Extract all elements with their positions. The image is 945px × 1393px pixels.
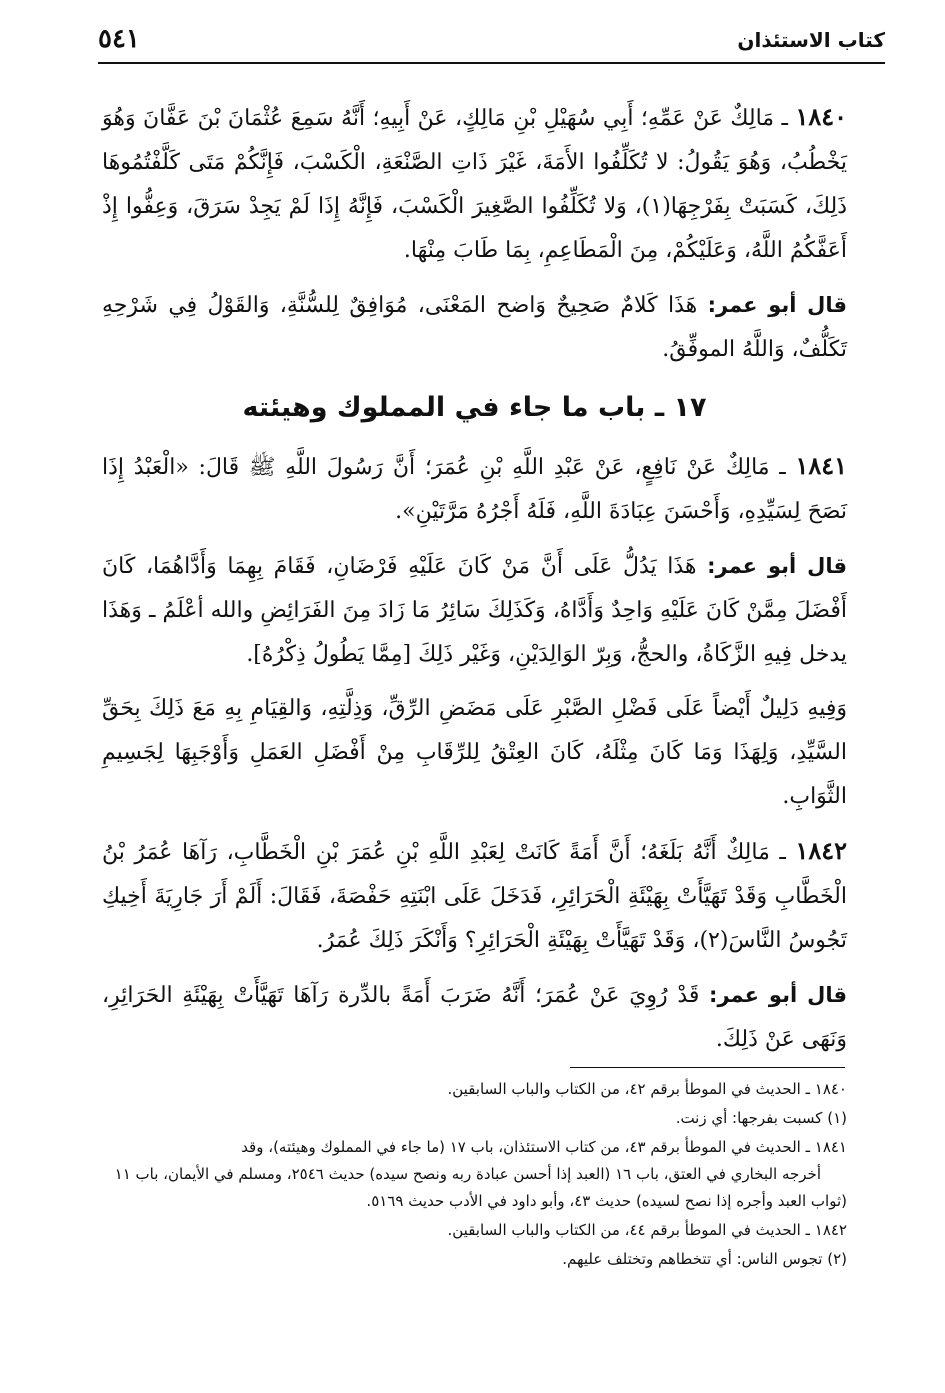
commentary-paragraph <box>102 544 847 677</box>
hadith-paragraph <box>102 444 847 534</box>
footnote <box>97 1134 847 1215</box>
footnotes <box>97 1076 847 1275</box>
plain-paragraph: وَفِيهِ دَلِيلٌ أَيْضاً عَلَى فَضْلِ الصَّبْرِ عَلَى مَضَضِ الرِّقِّ، وَذِلَّتِهِ، وَالقِيَامِ بِهِ مَعَ ذَلِكَ بِحَقِّ السَّيِّدِ، وَلِهَذَا وَمَا كَانَ مِثْلَهُ، كَانَ العِتْقُ لِلرِّقَابِ مِنْ أَفْضَلِ العَمَلِ وَأَوْجَبِهَا لِجَسِيمِ الثَّوَابِ. <box>102 696 847 809</box>
commentary-paragraph <box>102 283 847 372</box>
footnote: (٢) تجوس الناس: أي تتخطاهم وتختلف عليهم. <box>562 1250 847 1268</box>
footnote: ١٨٤٢ ـ الحديث في الموطأ برقم ٤٤، من الكتاب والباب السابقين. <box>447 1221 847 1239</box>
hadith-text: ـ مَالِكٌ أَنَّهُ بَلَغَهُ؛ أَنَّ أَمَةً كَانَتْ لِعَبْدِ اللَّهِ بْنِ عُمَرَ بْنِ الْخَطَّابِ، رَآهَا عُمَرُ بْنُ الْخَطَّابِ وَقَدْ تَهَيَّأَتْ بِهَيْئَةِ الْحَرَائِرِ، فَدَخَلَ عَلَى ابْنَتِهِ حَفْصَةَ، فَقَالَ: أَلَمْ أَرَ جَارِيَةَ أَخِيكِ تَجُوسُ النَّاسَ(٢)، وَقَدْ تَهَيَّأَتْ بِهَيْئَةِ الْحَرَائِرِ؟ وَأَنْكَرَ ذَلِكَ عُمَرُ. <box>102 840 847 953</box>
running-header <box>98 22 885 64</box>
hadith-number: ١٨٤٢ <box>795 836 847 865</box>
hadith-paragraph <box>102 95 847 273</box>
hadith-paragraph <box>102 829 847 963</box>
commentary-paragraph <box>102 973 847 1062</box>
hadith-text: ـ مَالِكٌ عَنْ نَافِعٍ، عَنْ عَبْدِ اللَّهِ بْنِ عُمَرَ؛ أَنَّ رَسُولَ اللَّهِ ﷺ قَالَ: «الْعَبْدُ إِذَا نَصَحَ لِسَيِّدِهِ، وَأَحْسَنَ عِبَادَةَ اللَّهِ، فَلَهُ أَجْرُهُ مَرَّتَيْنِ». <box>102 455 847 524</box>
chapter-heading: ١٧ ـ باب ما جاء في المملوك وهيئته <box>242 392 707 423</box>
commentary-label: قال أبو عمر: <box>709 983 847 1007</box>
footnote: ١٨٤٠ ـ الحديث في الموطأ برقم ٤٢، من الكتاب والباب السابقين. <box>447 1080 847 1098</box>
header-title: كتاب الاستئذان <box>737 28 885 52</box>
footnote-continuation: أخرجه البخاري في العتق، باب ١٦ (العبد إذا أحسن عبادة ربه ونصح سيده) حديث ٢٥٤٦، ومسلم في الأيمان، باب ١١ (ثواب العبد وأجره إذا نصح لسيده) حديث ٤٣، وأبو داود في الأدب حديث ٥١٦٩. <box>114 1165 847 1210</box>
hadith-number: ١٨٤٠ <box>795 102 847 131</box>
commentary-text: هَذَا كَلامٌ صَحِيحٌ وَاضح المَعْنَى، مُوَافِقٌ لِلسُّنَّةِ، وَالقَوْلُ فِي شَرْحِهِ تَكَلُّفٌ، وَاللَّهُ الموفِّقُ. <box>102 293 847 362</box>
footnote-divider <box>570 1067 845 1068</box>
main-text <box>102 95 847 1072</box>
footnote: (١) كسبت بفرجها: أي زنت. <box>675 1109 847 1127</box>
commentary-label: قال أبو عمر: <box>707 293 847 317</box>
page-number: ٥٤١ <box>98 24 140 54</box>
commentary-text: هَذَا يَدُلُّ عَلَى أَنَّ مَنْ كَانَ عَلَيْهِ فَرْضَانِ، فَقَامَ بِهِمَا وَأَدَّاهُمَا، كَانَ أَفْضَلَ مِمَّنْ كَانَ عَلَيْهِ وَاحِدٌ وَأَدَّاهُ، وَكَذَلِكَ سَائِرُ مَا زَادَ مِنَ الفَرَائِضِ والله أعْلَمُ ـ وَهَذَا يدخل فِيهِ الزَّكَاةُ، والحجُّ، وَبِرّ الوَالِدَيْنِ، وَغَيْر ذَلِكَ [مِمَّا يَطُولُ ذِكْرُهُ]. <box>102 554 847 667</box>
hadith-text: ـ مَالِكٌ عَنْ عَمِّهِ؛ أَبِي سُهَيْلِ بْنِ مَالِكٍ، عَنْ أَبِيهِ؛ أَنَّهُ سَمِعَ عُثْمَانَ بْنَ عَفَّانَ وَهُوَ يَخْطُبُ، وَهُوَ يَقُولُ: لا تُكَلِّفُوا الأَمَةَ، غَيْرَ ذَاتِ الصَّنْعَةِ، الْكَسْبَ، فَإِنَّكُمْ مَتَى كَلَّفْتُمُوهَا ذَلِكَ، كَسَبَتْ بِفَرْجِهَا(١)، وَلا تُكَلِّفُوا الصَّغِيرَ الْكَسْبَ، فَإِنَّهُ إِذَا لَمْ يَجِدْ سَرَقَ، وَعِفُّوا إِذْ أَعَفَّكُمُ اللَّهُ، وَعَلَيْكُمْ، مِنَ الْمَطَاعِمِ، بِمَا طَابَ مِنْهَا. <box>102 106 848 263</box>
commentary-label: قال أبو عمر: <box>707 554 847 578</box>
hadith-number: ١٨٤١ <box>795 451 847 480</box>
commentary-text: قَدْ رُوِيَ عَنْ عُمَرَ؛ أَنَّهُ ضَرَبَ أَمَةً بالدِّرة رَآهَا تَهَيَّأَتْ بِهَيْئَةِ الحَرَائِرِ، وَنَهَى عَنْ ذَلِكَ. <box>102 983 847 1052</box>
footnote-first-line: ١٨٤١ ـ الحديث في الموطأ برقم ٤٣، من كتاب الاستئذان، باب ١٧ (ما جاء في المملوك وهيئته)، وقد <box>241 1138 847 1156</box>
